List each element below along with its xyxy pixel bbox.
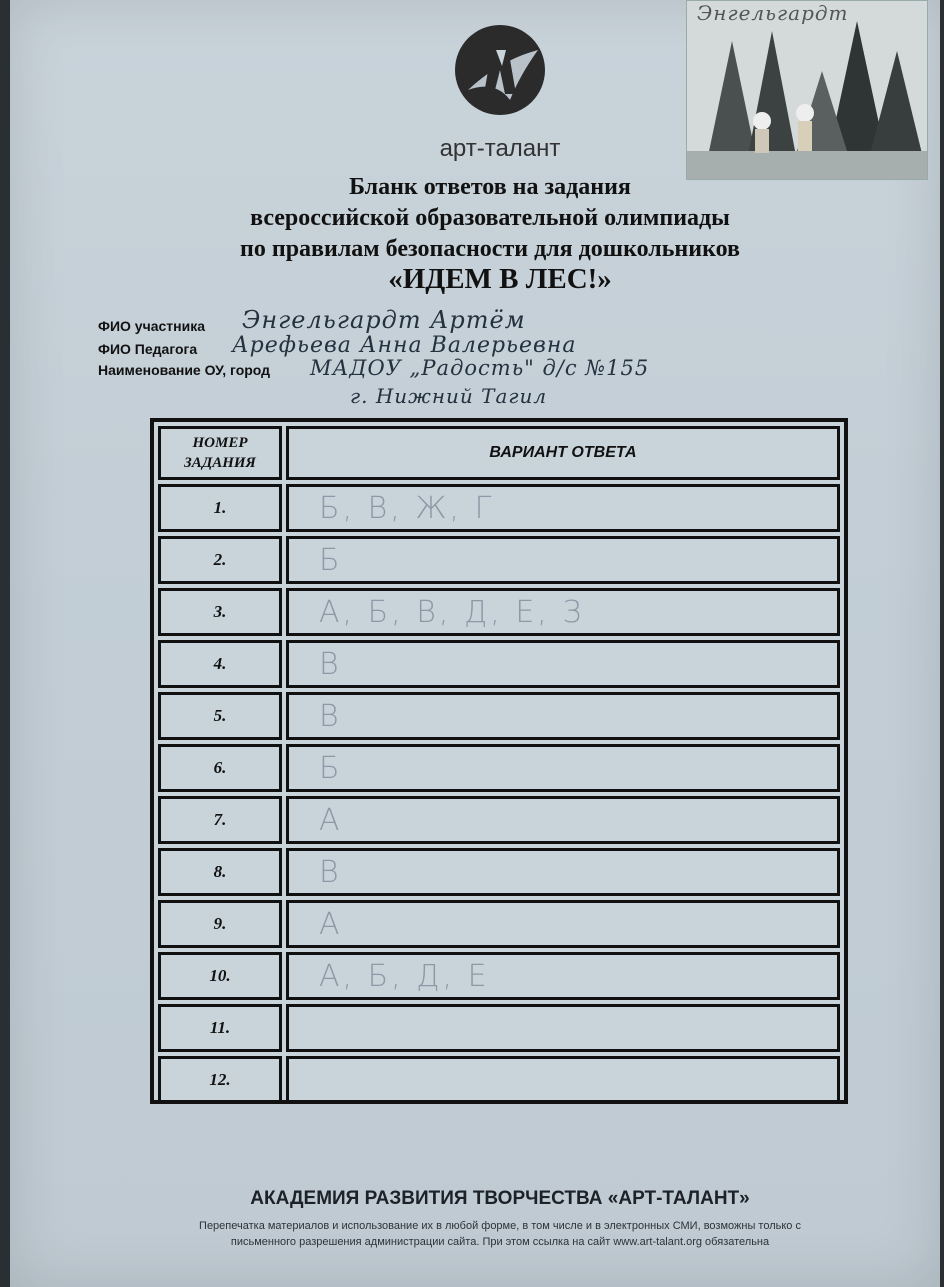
participant-name-value[interactable]: Энгельгардт Артём	[242, 306, 526, 334]
header-task-number: НОМЕР ЗАДАНИЯ	[158, 426, 282, 480]
forest-children-illustration	[686, 0, 928, 180]
answer-cell[interactable]	[286, 848, 840, 896]
answer-cell[interactable]	[286, 536, 840, 584]
table-row	[158, 536, 840, 584]
answer-text: А, Б, В, Д, Е, З	[319, 594, 585, 630]
task-number-cell: 6.	[158, 744, 282, 792]
task-number-cell: 12.	[158, 1056, 282, 1104]
table-row	[158, 588, 840, 636]
organization-label: Наименование ОУ, город	[98, 362, 271, 378]
answer-cell[interactable]	[286, 588, 840, 636]
answer-text: А	[319, 906, 343, 942]
table-row	[158, 744, 840, 792]
task-number-cell: 5.	[158, 692, 282, 740]
footer-academy-title: АКАДЕМИЯ РАЗВИТИЯ ТВОРЧЕСТВА «АРТ-ТАЛАНТ»	[250, 1188, 750, 1209]
answer-text: Б	[319, 542, 343, 578]
task-number-cell: 8.	[158, 848, 282, 896]
answer-text: В	[319, 698, 342, 734]
city-value[interactable]: г. Нижний Тагил	[350, 384, 548, 408]
participant-name-label: ФИО участника	[98, 318, 205, 334]
artist-signature: Энгельгардт	[697, 1, 849, 25]
teacher-name-label: ФИО Педагога	[98, 341, 198, 357]
teacher-name-value[interactable]: Арефьева Анна Валерьевна	[232, 333, 577, 358]
footer-copyright-note	[110, 1218, 890, 1250]
task-number-cell: 10.	[158, 952, 282, 1000]
form-heading	[160, 172, 820, 265]
heading-line-3: по правилам безопасности для дошкольников	[240, 236, 740, 262]
answer-cell[interactable]	[286, 744, 840, 792]
answer-sheet	[10, 0, 940, 1287]
answer-cell[interactable]	[286, 640, 840, 688]
table-row	[158, 1056, 840, 1104]
answer-table	[150, 418, 848, 1104]
table-row	[158, 692, 840, 740]
answer-text: А, Б, Д, Е	[319, 958, 490, 994]
answer-text: Б, В, Ж, Г	[319, 490, 495, 526]
answer-cell[interactable]	[286, 692, 840, 740]
task-number-cell: 1.	[158, 484, 282, 532]
task-number-cell: 2.	[158, 536, 282, 584]
task-number-cell: 7.	[158, 796, 282, 844]
table-row	[158, 640, 840, 688]
organization-value[interactable]: МАДОУ „Радость" д/с №155	[310, 356, 650, 380]
answer-cell[interactable]	[286, 484, 840, 532]
table-row	[158, 484, 840, 532]
forest-picture	[687, 1, 927, 179]
brand-name: арт-талант	[439, 135, 561, 162]
footer-note-line-2: письменного разрешения администрации сайта. При этом ссылка на сайт www.art-talant.org обязательна	[230, 1236, 770, 1248]
header-answer-variant: ВАРИАНТ ОТВЕТА	[286, 426, 840, 480]
heading-line-2: всероссийской образовательной олимпиады	[250, 205, 730, 231]
table-row	[158, 900, 840, 948]
olympiad-title: «ИДЕМ В ЛЕС!»	[388, 263, 612, 295]
answer-text: В	[319, 854, 342, 890]
answer-cell[interactable]	[286, 796, 840, 844]
footer-note-line-1: Перепечатка материалов и использование их в любой форме, в том числе и в электронных СМИ, возможны только с	[199, 1220, 801, 1232]
answer-cell[interactable]	[286, 1004, 840, 1052]
task-number-cell: 11.	[158, 1004, 282, 1052]
answer-text: Б	[319, 750, 343, 786]
table-row	[158, 848, 840, 896]
task-number-cell: 3.	[158, 588, 282, 636]
answer-cell[interactable]	[286, 900, 840, 948]
answer-text: В	[319, 646, 342, 682]
table-row	[158, 1004, 840, 1052]
answer-text: А	[319, 802, 343, 838]
answer-cell[interactable]	[286, 952, 840, 1000]
task-number-cell: 4.	[158, 640, 282, 688]
heading-line-1: Бланк ответов на задания	[349, 174, 631, 200]
task-number-cell: 9.	[158, 900, 282, 948]
table-header-row	[158, 426, 840, 480]
answer-cell[interactable]	[286, 1056, 840, 1104]
art-talant-logo	[450, 20, 550, 120]
table-row	[158, 796, 840, 844]
table-row	[158, 952, 840, 1000]
